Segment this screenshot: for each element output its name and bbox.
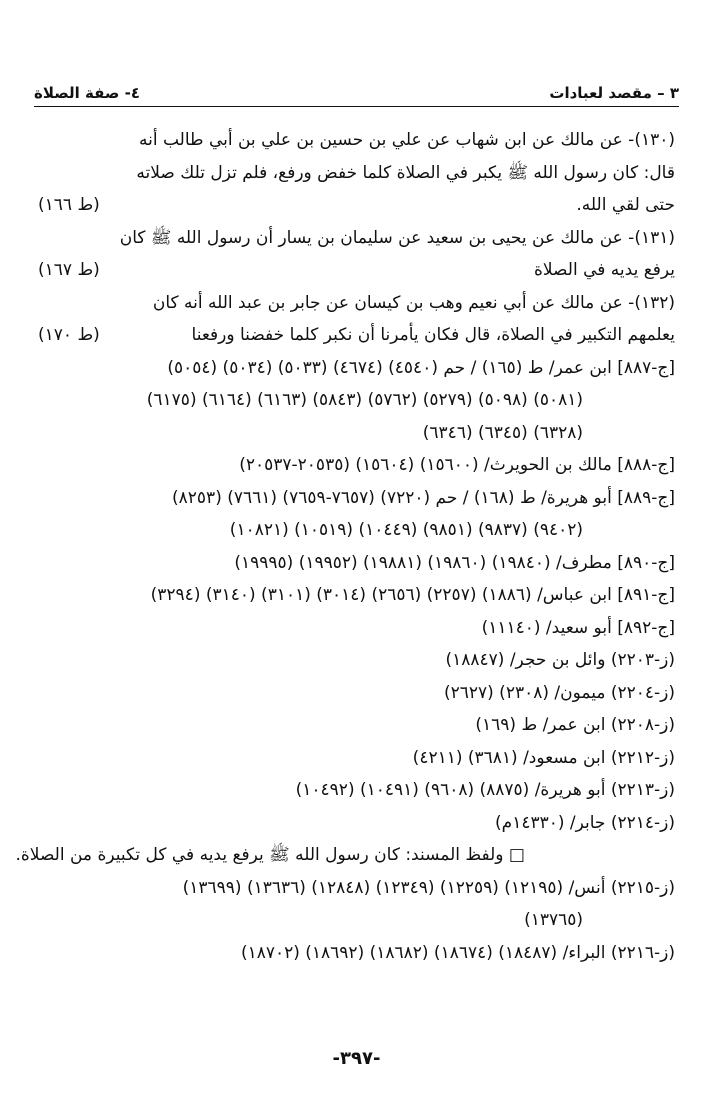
line-reference: (ط ١٧٠) <box>38 325 100 345</box>
line-text: قال: كان رسول الله ﷺ يكبر في الصلاة كلما خفض ورفع، فلم تزل تلك صلاته <box>136 162 675 183</box>
line-text: [ج-٨٨٨] مالك بن الحويرث/ (١٥٦٠٠) (١٥٦٠٤) (٢٠٥٣٥-٢٠٥٣٧) <box>239 455 675 475</box>
page-number: -٣٩٧- <box>332 1048 381 1069</box>
line-text: [ج-٨٩٢] أبو سعيد/ (١١١٤٠) <box>481 617 675 638</box>
text-line <box>38 352 675 385</box>
text-line <box>38 709 675 742</box>
running-header <box>34 74 679 107</box>
text-line <box>38 482 675 515</box>
line-text: (ز-٢٢١٣) أبو هريرة/ (٨٨٧٥) (٩٦٠٨) (١٠٤٩١) (١٠٤٩٢) <box>295 780 675 800</box>
text-line <box>38 807 675 840</box>
text-line <box>38 222 675 255</box>
line-reference: (ط ١٦٦) <box>38 195 100 215</box>
line-text: [ج-٨٩١] ابن عباس/ (١٨٨٦) (٢٢٥٧) (٢٦٥٦) (٣٠١٤) (٣١٠١) (٣١٤٠) (٣٢٩٤) <box>150 585 675 605</box>
text-line <box>15 839 675 872</box>
line-text: □ ولفظ المسند: كان رسول الله ﷺ يرفع يديه في كل تكبيرة من الصلاة. <box>15 845 525 865</box>
text-line <box>38 612 675 645</box>
text-line <box>38 547 675 580</box>
text-line <box>38 417 675 450</box>
header-section: ٤- صفة الصلاة <box>34 84 141 102</box>
page-body <box>15 124 675 969</box>
line-text: (١٣٠)- عن مالك عن ابن شهاب عن علي بن حسين بن علي بن أبي طالب أنه <box>139 130 675 150</box>
line-text: (ز-٢٢١٦) البراء/ (١٨٤٨٧) (١٨٦٧٤) (١٨٦٨٢) (١٨٦٩٢) (١٨٧٠٢) <box>240 942 675 963</box>
line-text: (١٣٢)- عن مالك عن أبي نعيم وهب بن كيسان عن جابر بن عبد الله أنه كان <box>152 292 675 313</box>
text-line <box>38 677 675 710</box>
text-line <box>38 449 675 482</box>
line-text: (ز-٢٢١٥) أنس/ (١٢١٩٥) (١٢٢٥٩) (١٢٣٤٩) (١٢٨٤٨) (١٣٦٣٦) (١٣٦٩٩) <box>182 877 675 898</box>
text-line <box>38 579 675 612</box>
header-chapter: ٣ – مقصد لعبادات <box>549 84 679 102</box>
text-line <box>38 254 675 287</box>
text-line <box>38 514 675 547</box>
text-line <box>38 644 675 677</box>
line-text: (ز-٢٢١٢) ابن مسعود/ (٣٦٨١) (٤٢١١) <box>412 747 675 768</box>
line-text: [ج-٨٩٠] مطرف/ (١٩٨٤٠) (١٩٨٦٠) (١٩٨٨١) (١٩٩٥٢) (١٩٩٩٥) <box>234 552 675 573</box>
line-text: [ج-٨٨٩] أبو هريرة/ ط (١٦٨) / حم (٧٢٢٠) (٧٦٥٧-٧٦٥٩) (٧٦٦١) (٨٢٥٣) <box>172 487 675 508</box>
text-line <box>38 742 675 775</box>
line-text: حتى لقي الله. <box>576 195 675 215</box>
text-line <box>38 157 675 190</box>
line-reference: (ط ١٦٧) <box>38 260 100 280</box>
text-line <box>38 287 675 320</box>
text-line <box>38 124 675 157</box>
text-line <box>38 872 675 905</box>
line-text: يعلمهم التكبير في الصلاة، قال فكان يأمرنا أن نكبر كلما خفضنا ورفعنا <box>191 325 675 345</box>
text-line <box>38 904 675 937</box>
text-line <box>38 384 675 417</box>
text-line <box>38 937 675 970</box>
line-text: (١٣٧٦٥) <box>524 910 583 930</box>
line-text: [ج-٨٨٧] ابن عمر/ ط (١٦٥) / حم (٤٥٤٠) (٤٦٧٤) (٥٠٣٣) (٥٠٣٤) (٥٠٥٤) <box>167 357 675 378</box>
text-line <box>38 319 675 352</box>
line-text: (٥٠٨١) (٥٠٩٨) (٥٢٧٩) (٥٧٦٢) (٥٨٤٣) (٦١٦٣) (٦١٦٤) (٦١٧٥) <box>146 390 583 410</box>
line-text: (ز-٢٢١٤) جابر/ (١٤٣٣٠م) <box>495 812 675 833</box>
line-text: (٩٤٠٢) (٩٨٣٧) (٩٨٥١) (١٠٤٤٩) (١٠٥١٩) (١٠٨٢١) <box>229 520 583 540</box>
line-text: (ز-٢٢٠٨) ابن عمر/ ط (١٦٩) <box>475 715 675 735</box>
line-text: (١٣١)- عن مالك عن يحيى بن سعيد عن سليمان بن يسار أن رسول الله ﷺ كان <box>119 227 675 248</box>
line-text: (ز-٢٢٠٤) ميمون/ (٢٣٠٨) (٢٦٢٧) <box>443 682 675 703</box>
line-text: يرفع يديه في الصلاة <box>534 260 675 280</box>
line-text: (ز-٢٢٠٣) وائل بن حجر/ (١٨٨٤٧) <box>445 650 675 670</box>
line-text: (٦٣٢٨) (٦٣٤٥) (٦٣٤٦) <box>422 422 583 443</box>
text-line <box>38 189 675 222</box>
text-line <box>38 774 675 807</box>
